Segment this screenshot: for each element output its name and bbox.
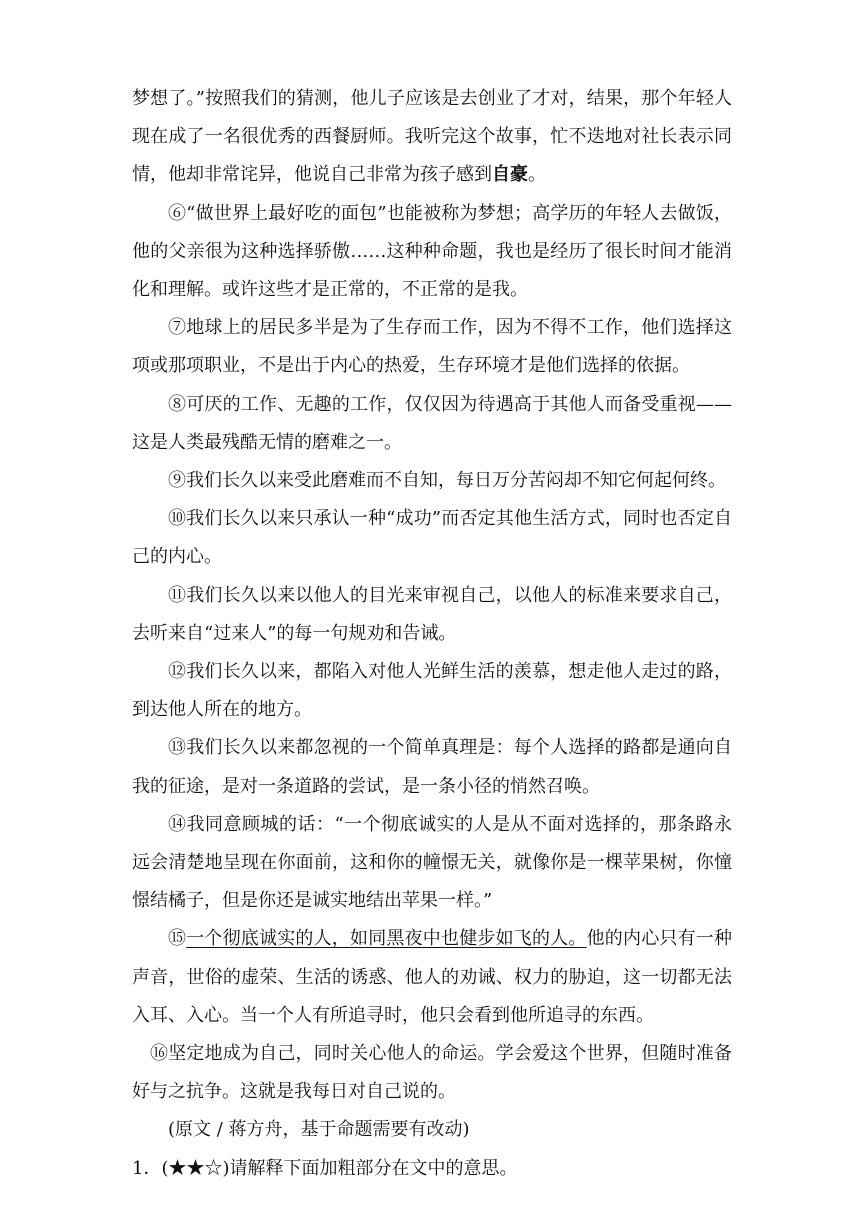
paragraph-16: ⑯坚定地成为自己，同时关心他人的命运。学会爱这个世界，但随时准备好与之抗争。这就是我每日对自己说的。 [132,1043,732,1103]
question-number: 1． [132,1157,162,1179]
paragraph-11: ⑪我们长久以来以他人的目光来审视自己，以他人的标准来要求自己，去听来自“过来人”的每一句规劝和告诫。 [132,584,732,644]
paragraph-6: ⑥“做世界上最好吃的面包”也能被称为梦想；高学历的年轻人去做饭，他的父亲很为这种选择骄傲……这种种命题，我也是经历了很长时间才能消化和理解。或许这些才是正常的，不正常的是我。 [132,202,732,301]
underlined-sentence: 一个彻底诚实的人，如同黑夜中也健步如飞的人。 [186,928,587,950]
paragraph-text: 他的内心只有一种声音，世俗的虚荣、生活的诱惑、他人的劝诫、权力的胁迫，这一切都无法入耳、入心。当一个人有所追寻时，他只会看到他所追寻的东西。 [132,928,733,1026]
paragraph-5-continued [132,80,732,195]
article-body [132,80,732,1188]
bold-term-zihao: 自豪 [492,164,528,186]
paragraph-8: ⑧可厌的工作、无趣的工作，仅仅因为待遇高于其他人而备受重视——这是人类最残酷无情的磨难之一。 [132,393,732,453]
question-text: 请解释下面加粗部分在文中的意思。 [229,1157,518,1179]
paragraph-9: ⑨我们长久以来受此磨难而不自知，每日万分苦闷却不知它何起何终。 [168,470,726,492]
difficulty-stars: (★★☆) [161,1157,230,1179]
paragraph-12: ⑫我们长久以来，都陷入对他人光鲜生活的羡慕，想走他人走过的路，到达他人所在的地方。 [132,661,732,721]
paragraph-13: ⑬我们长久以来都忽视的一个简单真理是：每个人选择的路都是通向自我的征途，是对一条道路的尝试，是一条小径的悄然召唤。 [132,737,732,797]
paragraph-text-end: 。 [528,164,546,186]
paragraph-15 [132,920,732,1035]
paragraph-14: ⑭我同意顾城的话：“一个彻底诚实的人是从不面对选择的，那条路永远会清楚地呈现在你面前，这和你的幢憬无关，就像你是一棵苹果树，你憧憬结橘子，但是你还是诚实地结出苹果一样。” [132,813,732,912]
paragraph-10: ⑩我们长久以来只承认一种“成功”而否定其他生活方式，同时也否定自己的内心。 [132,508,732,568]
source-attribution: (原文 / 蒋方舟，基于命题需要有改动) [168,1119,470,1141]
paragraph-7: ⑦地球上的居民多半是为了生存而工作，因为不得不工作，他们选择这项或那项职业，不是出于内心的热爱，生存环境才是他们选择的依据。 [132,317,732,377]
question-1 [132,1150,732,1188]
paragraph-number: ⑮ [168,928,187,950]
paragraph-text: 梦想了。”按照我们的猜测，他儿子应该是去创业了才对，结果，那个年轻人现在成了一名很优秀的西餐厨师。我听完这个故事，忙不迭地对社长表示同情，他却非常诧异，他说自己非常为孩子感到 [132,88,732,186]
